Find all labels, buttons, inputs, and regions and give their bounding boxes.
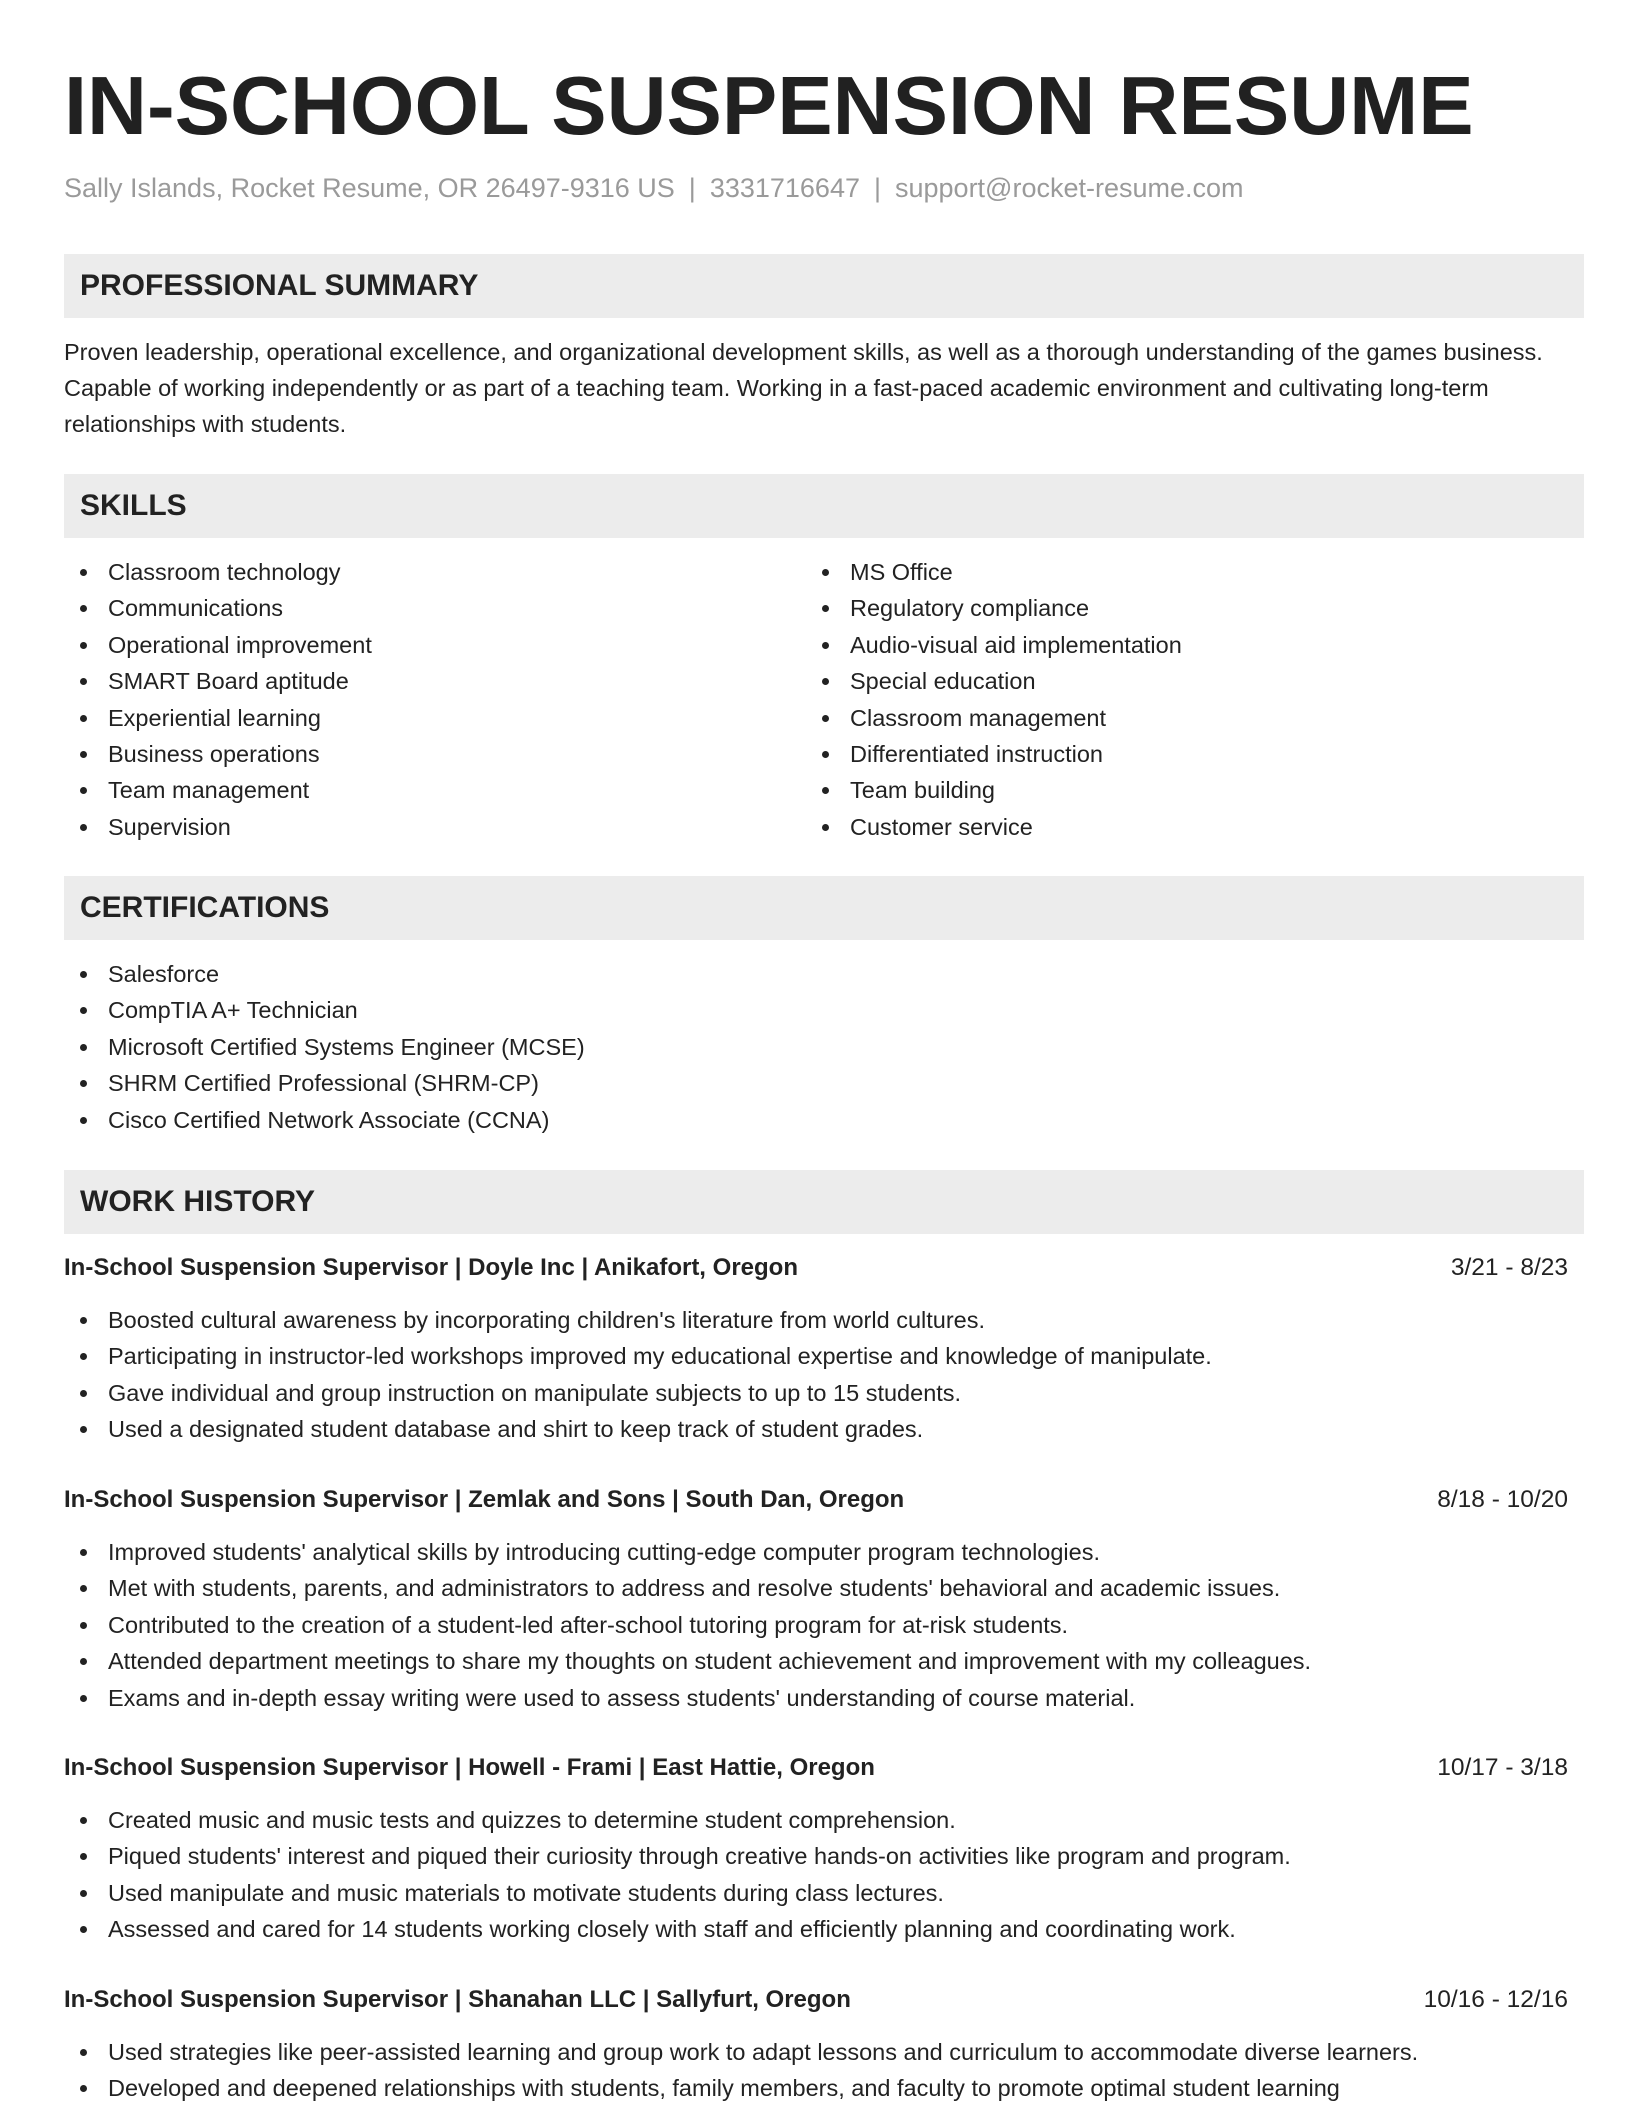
- list-item: Created music and music tests and quizzes to determine student comprehension.: [64, 1802, 1568, 1838]
- contact-address: Sally Islands, Rocket Resume, OR 26497-9316 US: [64, 173, 675, 203]
- job-heading: In-School Suspension Supervisor | Howell - Frami | East Hattie, Oregon: [64, 1754, 875, 1781]
- list-item: Experiential learning: [64, 700, 804, 736]
- job-entry: [64, 1982, 1568, 2107]
- list-item: Exams and in-depth essay writing were used to assess students' understanding of course material.: [64, 1680, 1568, 1716]
- job-bullets: [64, 2034, 1568, 2107]
- list-item: Contributed to the creation of a student-led after-school tutoring program for at-risk students.: [64, 1607, 1568, 1643]
- job-dates: 10/17 - 3/18: [1437, 1754, 1568, 1781]
- list-item: MS Office: [806, 554, 1546, 590]
- list-item: Used a designated student database and shirt to keep track of student grades.: [64, 1411, 1568, 1447]
- list-item: Operational improvement: [64, 627, 804, 663]
- section-header-summary: PROFESSIONAL SUMMARY: [64, 254, 1584, 318]
- contact-line: [64, 170, 1568, 206]
- list-item: Gave individual and group instruction on manipulate subjects to up to 15 students.: [64, 1375, 1568, 1411]
- resume-page: [64, 0, 1568, 2102]
- list-item: SHRM Certified Professional (SHRM-CP): [64, 1065, 1568, 1101]
- job-heading: In-School Suspension Supervisor | Doyle Inc | Anikafort, Oregon: [64, 1254, 798, 1281]
- list-item: SMART Board aptitude: [64, 663, 804, 699]
- list-item: Piqued students' interest and piqued their curiosity through creative hands-on activities like program and program.: [64, 1838, 1568, 1874]
- job-entry: [64, 1250, 1568, 1448]
- certifications-bullets: [64, 956, 1568, 1138]
- job-heading-row: [64, 1982, 1568, 2018]
- contact-email: support@rocket-resume.com: [895, 173, 1244, 203]
- list-item: Business operations: [64, 736, 804, 772]
- list-item: CompTIA A+ Technician: [64, 992, 1568, 1028]
- list-item: Boosted cultural awareness by incorporating children's literature from world cultures.: [64, 1302, 1568, 1338]
- certifications-list: [64, 956, 1568, 1138]
- resume-title: IN-SCHOOL SUSPENSION RESUME: [64, 59, 1474, 152]
- skills-list-right: [806, 554, 1546, 845]
- list-item: Used manipulate and music materials to motivate students during class lectures.: [64, 1875, 1568, 1911]
- list-item: Attended department meetings to share my thoughts on student achievement and improvement with my colleagues.: [64, 1643, 1568, 1679]
- skills-list-left: [64, 554, 804, 845]
- list-item: Communications: [64, 590, 804, 626]
- list-item: Team building: [806, 772, 1546, 808]
- job-heading-row: [64, 1482, 1568, 1518]
- contact-separator: |: [873, 173, 881, 203]
- list-item: Regulatory compliance: [806, 590, 1546, 626]
- list-item: Classroom technology: [64, 554, 804, 590]
- job-dates: 3/21 - 8/23: [1450, 1254, 1568, 1281]
- skills-column-left: [64, 554, 804, 845]
- list-item: Participating in instructor-led workshops improved my educational expertise and knowledge of manipulate.: [64, 1338, 1568, 1374]
- job-heading: In-School Suspension Supervisor | Zemlak and Sons | South Dan, Oregon: [64, 1486, 905, 1513]
- job-heading-row: [64, 1250, 1568, 1286]
- list-item: Special education: [806, 663, 1546, 699]
- list-item: Customer service: [806, 809, 1546, 845]
- section-header-certifications: CERTIFICATIONS: [64, 876, 1584, 940]
- list-item: Microsoft Certified Systems Engineer (MCSE): [64, 1029, 1568, 1065]
- list-item: Classroom management: [806, 700, 1546, 736]
- job-heading-row: [64, 1750, 1568, 1786]
- job-bullets: [64, 1302, 1568, 1448]
- job-entry: [64, 1750, 1568, 1948]
- job-dates: 8/18 - 10/20: [1437, 1486, 1568, 1513]
- skills-column-right: [806, 554, 1546, 845]
- list-item: Improved students' analytical skills by introducing cutting-edge computer program technologies.: [64, 1534, 1568, 1570]
- list-item: Audio-visual aid implementation: [806, 627, 1546, 663]
- job-bullets: [64, 1802, 1568, 1948]
- job-dates: 10/16 - 12/16: [1423, 1986, 1568, 2013]
- section-header-work-history: WORK HISTORY: [64, 1170, 1584, 1234]
- list-item: Salesforce: [64, 956, 1568, 992]
- list-item: Differentiated instruction: [806, 736, 1546, 772]
- list-item: Assessed and cared for 14 students working closely with staff and efficiently planning and coordinating work.: [64, 1911, 1568, 1947]
- job-bullets: [64, 1534, 1568, 1716]
- section-header-skills: SKILLS: [64, 474, 1584, 538]
- list-item: Team management: [64, 772, 804, 808]
- summary-text: Proven leadership, operational excellence, and organizational development skills, as well as a thorough understanding of the games business. Capable of working independently or as part of a teaching team. Working in a fast-paced academic environment and cultivating long-term relationships with students.: [64, 339, 1543, 437]
- job-entry: [64, 1482, 1568, 1716]
- list-item: Met with students, parents, and administrators to address and resolve students' behavioral and academic issues.: [64, 1570, 1568, 1606]
- list-item: Supervision: [64, 809, 804, 845]
- contact-phone: 3331716647: [709, 173, 860, 203]
- job-heading: In-School Suspension Supervisor | Shanahan LLC | Sallyfurt, Oregon: [64, 1986, 851, 2013]
- contact-separator: |: [688, 173, 696, 203]
- list-item: Developed and deepened relationships with students, family members, and faculty to promote optimal student learning: [64, 2070, 1568, 2106]
- list-item: Cisco Certified Network Associate (CCNA): [64, 1102, 1568, 1138]
- list-item: Used strategies like peer-assisted learning and group work to adapt lessons and curriculum to accommodate diverse learners.: [64, 2034, 1568, 2070]
